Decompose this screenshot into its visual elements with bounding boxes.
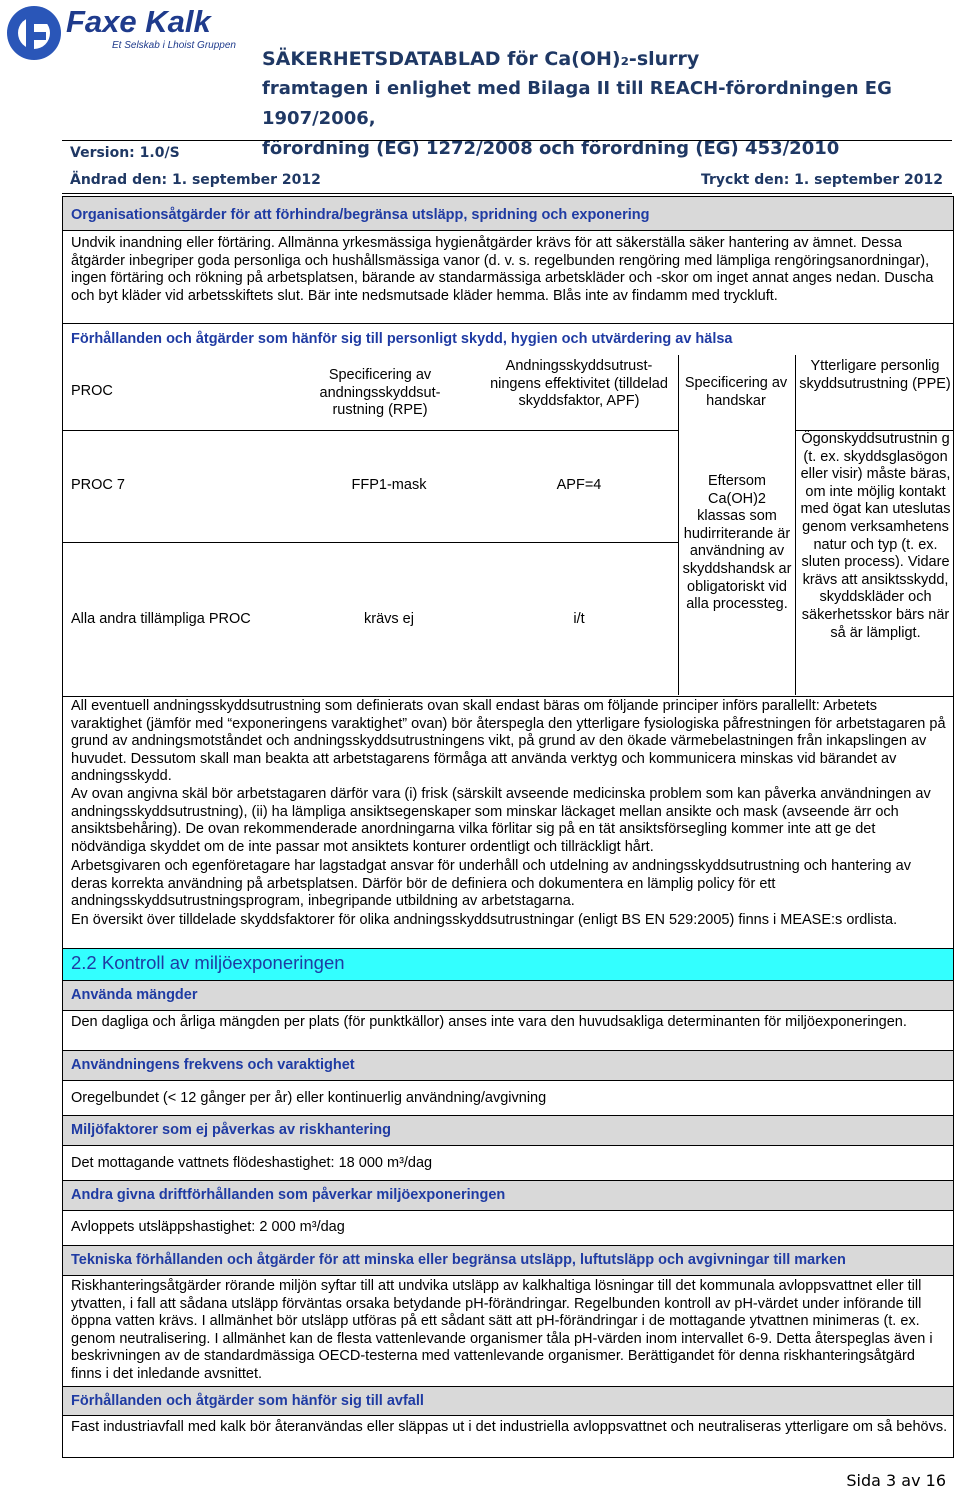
org-text: Undvik inandning eller förtäring. Allmänna yrkesmässiga hygienåtgärder krävs för att säkerställa säker hantering av ämnet. Dessa åtgärder inbegriper goda personliga och hushållsmässiga vanor (d. v. s. regelbunden rengöring med lämpliga rengöringsanordningar), ingen förtäring och rökning på arbetsplatsen, bärande av standarmässiga arbetskläder och -skor om inget annat anges nedan. Duscha och byt kläder vid arbetsskiftets slut. Bär inte nedsmutsade kläder hemma. Blås inte av findamm med tryckluft. <box>71 235 934 304</box>
divider <box>63 230 953 231</box>
gloves-text: Eftersom Ca(OH)2 klassas som hudirriterande är användning av skyddshandsk ar obligatoriskt vid alla processteg. <box>682 473 792 613</box>
row2-rpe: krävs ej <box>364 611 414 627</box>
table-divider <box>795 355 796 695</box>
rpe-paragraph-3: Arbetsgivaren och egenföretagare har lagstadgat ansvar för underhåll och utdelning av andningsskyddsutrustning och hantering av deras korrekta användning på arbetsplatsen. Därför bör de definiera och dokumentera en lämplig policy för ett andningsskyddsutrustningsprogram, inbegripande utbildning av arbetstagarna. <box>71 858 911 910</box>
technical-text: Riskhanteringsåtgärder rörande miljön syftar till att undvika utsläpp av kalkhaltiga lösningar till det kommunala avloppsvattnet eller till ytvatten, i fall att sådana utsläpp förväntas orsaka betydande pH-förändringar. Regelbunden kontroll av pH-värdet under införande till öppna vatten krävs. I allmänhet bör utsläpp utföras på ett sådant sätt att pH-förändringar i de mottagande ytvattnen minimeras (t. ex. genom neutralisering. I allmänhet kan de flesta vattenlevande organismer tåla pH-värden inom intervallet 6-9. Detta återspeglas även i beskrivningen av de standardmässiga OECD-testerna med vattenlevande organismer. Berättigandet för denna riskhanteringsåtgärd finns i det inledande avsnittet. <box>71 1278 933 1382</box>
col-rpe-header: Specificering av andningsskyddsut-rustning (RPE) <box>319 367 441 419</box>
amounts-text: Den dagliga och årliga mängden per plats (för punktkällor) anses inte vara den huvudsakliga determinanten för miljöexponeringen. <box>71 1014 907 1030</box>
header-rule-top <box>62 140 952 141</box>
company-logo <box>4 2 240 64</box>
printed-date: Tryckt den: 1. september 2012 <box>701 172 943 188</box>
operating-heading: Andra givna driftförhållanden som påverkar miljöexponeringen <box>71 1187 506 1203</box>
other-ppe-text: Ögonskyddsutrustnin g (t. ex. skyddsglasögon eller visir) måste bäras, om inte möjlig kontakt med ögat kan uteslutas genom verksamhetens natur och typ (t. ex. sluten process). Vidare krävs att ansiktsskydd, skyddskläder och säkerhetsskor bärs när så är lämpligt. <box>800 431 951 641</box>
divider <box>63 980 953 981</box>
amounts-heading: Använda mängder <box>71 987 198 1003</box>
rpe-paragraph-4: En översikt över tilldelade skyddsfaktorer för olika andningsskyddsutrustningar (enligt BS EN 529:2005) finns i MEASE:s ordlista. <box>71 912 898 928</box>
brand-tagline: Et Selskab i Lhoist Gruppen <box>112 40 236 51</box>
row1-rpe: FFP1-mask <box>351 477 427 493</box>
section-22-title: 2.2 Kontroll av miljöexponeringen <box>71 952 345 973</box>
divider <box>63 1050 953 1051</box>
divider <box>63 1145 953 1146</box>
divider <box>63 1010 953 1011</box>
waste-heading: Förhållanden och åtgärder som hänför sig till avfall <box>71 1393 424 1409</box>
frequency-text: Oregelbundet (< 12 gånger per år) eller kontinuerlig användning/avgivning <box>71 1090 547 1106</box>
env-factors-heading: Miljöfaktorer som ej påverkas av riskhantering <box>71 1122 391 1138</box>
divider <box>63 948 953 949</box>
frequency-heading: Användningens frekvens och varaktighet <box>71 1057 355 1073</box>
technical-heading: Tekniska förhållanden och åtgärder för att minska eller begränsa utsläpp, luftutsläpp och avgivningar till marken <box>71 1252 846 1268</box>
table-row-divider <box>63 430 678 431</box>
divider <box>63 1210 953 1211</box>
operating-text: Avloppets utsläppshastighet: 2 000 m³/dag <box>71 1219 345 1235</box>
row2-proc: Alla andra tillämpliga PROC <box>71 611 251 627</box>
col-gloves-header: Specificering av handskar <box>684 375 788 409</box>
divider <box>63 323 953 324</box>
row1-proc: PROC 7 <box>71 477 125 493</box>
ppe-heading: Förhållanden och åtgärder som hänför sig till personligt skydd, hygien och utvärdering av hälsa <box>71 331 733 347</box>
title-line-1: SÄKERHETSDATABLAD för Ca(OH)₂-slurry <box>262 48 700 70</box>
env-factors-text: Det mottagande vattnets flödeshastighet: 18 000 m³/dag <box>71 1155 433 1171</box>
divider <box>63 1275 953 1276</box>
divider <box>63 1115 953 1116</box>
header-rule-bottom <box>62 193 952 194</box>
col-proc-header: PROC <box>71 383 113 399</box>
rpe-paragraph-2: Av ovan angivna skäl bör arbetstagaren därför vara (i) frisk (särskilt avseende medicinska problem som kan påverka användningen av andningsskyddsutrustning), (ii) ha lämpliga ansiktsegenskaper som minskar läckaget mellan ansikte och mask (avseende ärr och ansiktsbehåring). De ovan rekommenderade anordningarna vilka förlitar sig på en tät ansiktsförsegling kommer inte att ge det nödvändiga skyddet om de inte passar mot ansiktets konturer ordentligt och tillräckligt hårt. <box>71 786 931 855</box>
row1-apf: APF=4 <box>556 477 602 493</box>
divider <box>63 1180 953 1181</box>
rpe-paragraph-1: All eventuell andningsskyddsutrustning som definierats ovan skall endast bäras om följande principer införs parallellt: Arbetets varaktighet (jämför med “exponeringens varaktighet” ovan) bör återspegla den ytterligare fysiologiska påfrestningen för arbetstagaren på grund av andningsmotståndet och andningsskyddsutrustningens vikt, på grund av den ökade värmebelastningen från inkapslingen av huvudet. Dessutom skall man beakta att arbetstagarens förmåga att använda verktyg och kommunicera minskas vid bärandet av andningsskydd. <box>71 698 946 785</box>
row2-apf: i/t <box>573 611 585 627</box>
title-line-3: förordning (EG) 1272/2008 och förordning (EG) 453/2010 <box>262 138 840 159</box>
page-number: Sida 3 av 16 <box>846 1471 946 1490</box>
divider <box>63 1080 953 1081</box>
org-heading: Organisationsåtgärder för att förhindra/begränsa utsläpp, spridning och exponering <box>71 207 650 223</box>
brand-name: Faxe Kalk <box>66 4 211 39</box>
divider <box>63 1245 953 1246</box>
document-title <box>262 44 960 164</box>
divider <box>63 696 953 697</box>
col-apf-header: Andningsskyddsutrust-ningens effektivitet (tilldelad skyddsfaktor, APF) <box>490 358 668 410</box>
version-label: Version: 1.0/S <box>70 145 180 161</box>
title-line-2: framtagen i enlighet med Bilaga II till REACH-förordningen EG 1907/2006, <box>262 78 892 129</box>
col-other-header: Ytterligare personlig skyddsutrustning (PPE) <box>799 358 951 392</box>
waste-text: Fast industriavfall med kalk bör återanvändas eller släppas ut i det industriella avloppsvattnet och neutraliseras ytterligare om så behövs. <box>71 1419 948 1435</box>
table-row-divider <box>63 542 678 543</box>
table-divider <box>678 355 679 695</box>
divider <box>63 1415 953 1416</box>
changed-date: Ändrad den: 1. september 2012 <box>70 172 321 188</box>
divider <box>63 1386 953 1387</box>
